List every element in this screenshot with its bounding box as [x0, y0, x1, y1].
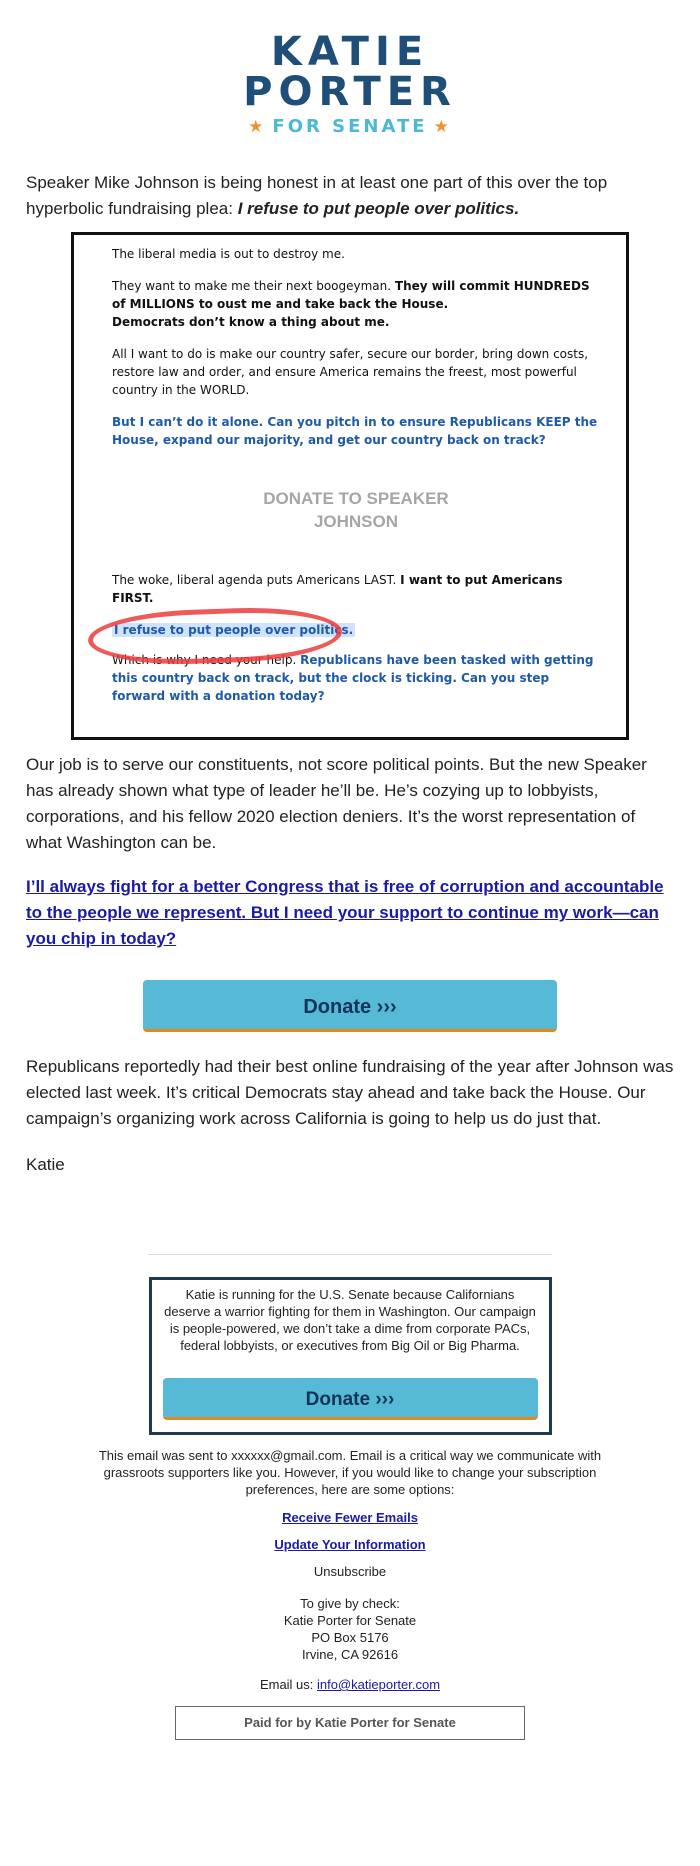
email-address-link[interactable]: info@katieporter.com	[317, 1677, 441, 1692]
email-body-3	[0, 1054, 700, 1178]
paragraph-3: Republicans reportedly had their best online fundraising of the year after Johnson was elected last week. It’s critical Democrats stay ahead and take back the House. Our campaign’s organizing work across California is going to help us do just that.	[26, 1057, 674, 1128]
embed-line-2	[112, 277, 600, 313]
star-icon: ★	[248, 117, 267, 137]
johnson-email-screenshot	[71, 232, 629, 740]
embed-highlight-text: I refuse to put people over politics.	[114, 623, 354, 637]
embed-donate-line-2: JOHNSON	[313, 512, 399, 531]
mailing-address	[0, 1595, 700, 1663]
email-us-label: Email us:	[259, 1677, 318, 1692]
update-information-link[interactable]: Update Your Information	[274, 1537, 426, 1552]
embed-line-1: The liberal media is out to destroy me.	[112, 247, 345, 261]
paid-for-disclaimer: Paid for by Katie Porter for Senate	[175, 1706, 525, 1740]
footer-divider	[148, 1254, 552, 1255]
footer-sent-text: This email was sent to xxxxxx@gmail.com. Email is a critical way we communicate with grassroots supporters like you. However, if you would like to change your subscription preferences, here are some options:	[98, 1448, 602, 1497]
logo-katie: KATIE	[270, 29, 430, 75]
embed-line-7-blue: Republicans have been tasked with getting this country back on track, but the clock is ticking. Can you step forward with a donation today?	[112, 653, 594, 703]
embed-line-6-bold: I want to put Americans FIRST.	[112, 573, 563, 605]
check-line-1: To give by check:	[300, 1596, 400, 1611]
katie-porter-logo	[0, 0, 700, 144]
embed-highlight-wrap	[112, 621, 355, 639]
check-line-3: PO Box 5176	[311, 1630, 389, 1645]
check-line-4: Irvine, CA 92616	[301, 1647, 399, 1662]
email-body-2	[0, 752, 700, 952]
embed-donate-text	[112, 487, 600, 533]
embed-line-6	[112, 571, 600, 607]
intro-text: Speaker Mike Johnson is being honest in at least one part of this over the top hyperbolic fundraising plea:	[26, 173, 608, 218]
embed-line-4: All I want to do is make our country safer, secure our border, bring down costs, restore law and order, and ensure America remains the freest, most powerful country in the WORLD.	[112, 347, 589, 397]
footer-box-text: Katie is running for the U.S. Senate because Californians deserve a warrior fighting for them in Washington. Our campaign is people-powered, we don’t take a dime from corporate PACs, federal lobbyists, or executives from Big Oil or Big Pharma.	[164, 1287, 536, 1353]
intro-paragraph	[26, 170, 674, 222]
embed-line-7-plain: Which is why I need your help.	[112, 653, 301, 667]
embed-line-2-bold: They will commit HUNDREDS of MILLIONS to oust me and take back the House.	[112, 279, 590, 311]
intro-emphasis: I refuse to put people over politics.	[237, 199, 520, 218]
donate-button[interactable]: Donate ›››	[143, 980, 557, 1032]
footer-donate-button[interactable]: Donate ›››	[163, 1378, 538, 1420]
check-line-2: Katie Porter for Senate	[283, 1613, 417, 1628]
embed-line-5: But I can’t do it alone. Can you pitch in to ensure Republicans KEEP the House, expand our majority, and get our country back on track?	[112, 415, 598, 447]
logo-for-senate-text: FOR SENATE	[272, 116, 428, 137]
receive-fewer-emails-link[interactable]: Receive Fewer Emails	[282, 1510, 418, 1525]
donate-link-paragraph[interactable]: I’ll always fight for a better Congress that is free of corruption and accountable to the people we represent. But I need your support to continue my work—can you chip in today?	[26, 877, 664, 948]
paragraph-2: Our job is to serve our constituents, not score political points. But the new Speaker has already shown what type of leader he’ll be. He’s cozying up to lobbyists, corporations, and his fellow 2020 election deniers. It’s the worst representation of what Washington can be.	[26, 755, 647, 852]
signature: Katie	[26, 1155, 65, 1174]
unsubscribe-link[interactable]: Unsubscribe	[313, 1564, 387, 1579]
email-body	[0, 170, 700, 222]
logo-for-senate	[0, 116, 700, 137]
embed-donate-line-1: DONATE TO SPEAKER	[263, 489, 449, 508]
embed-line-6-plain: The woke, liberal agenda puts Americans LAST.	[112, 573, 401, 587]
embed-line-2-plain: They want to make me their next boogeyman.	[112, 279, 395, 293]
email-us-line	[0, 1677, 700, 1692]
footer-info-box	[149, 1277, 552, 1435]
star-icon: ★	[433, 117, 452, 137]
logo-porter: PORTER	[243, 69, 457, 115]
embed-line-3: Democrats don’t know a thing about me.	[112, 315, 390, 329]
